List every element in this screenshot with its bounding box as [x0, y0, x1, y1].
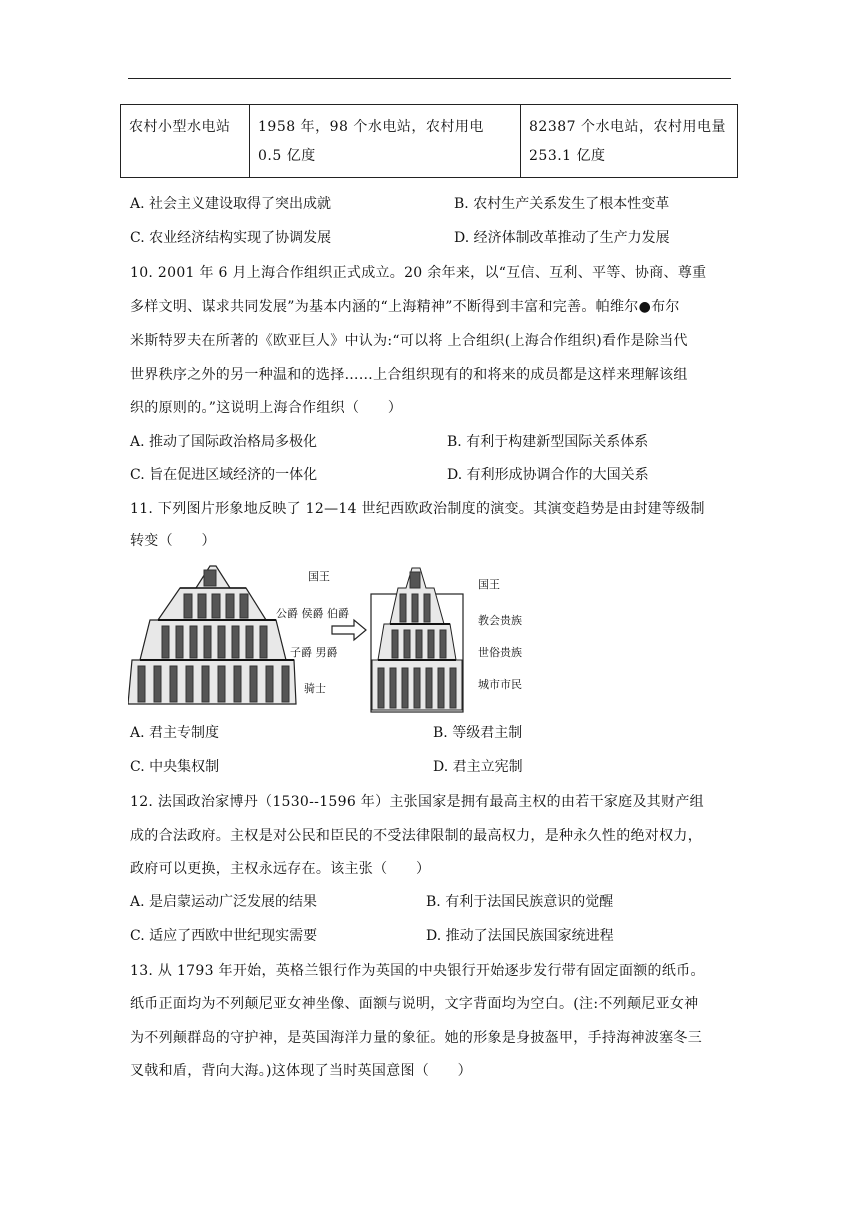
- data-table: [120, 104, 738, 178]
- right-pyramid-illustration: [371, 568, 463, 712]
- q13-stem-line4: 叉戟和盾，背向大海。)这体现了当时英国意图（ ）: [130, 1063, 472, 1079]
- q10-stem-line2: 多样文明、谋求共同发展”为基本内涵的“上海精神”不断得到丰富和完善。帕维尔●布尔: [130, 299, 680, 315]
- q12-option-b[interactable]: B. 有利于法国民族意识的觉醒: [426, 894, 614, 910]
- q9-option-b[interactable]: B. 农村生产关系发生了根本性变革: [454, 196, 670, 212]
- q13-stem-line2: 纸币正面均为不列颠尼亚女神坐像、面额与说明，文字背面均为空白。(注:不列颠尼亚女神: [130, 996, 699, 1012]
- q10-option-d[interactable]: D. 有利形成协调合作的大国关系: [447, 467, 649, 483]
- q12-stem-line3: 政府可以更换，主权永远存在。该主张（ ）: [130, 861, 431, 877]
- table-cell-later: 82387 个水电站，农村用电量 253.1 亿度: [521, 105, 738, 178]
- right-label-citizens: 城市市民: [478, 678, 522, 691]
- q11-option-b[interactable]: B. 等级君主制: [433, 725, 523, 741]
- q12-stem-line2: 成的合法政府。主权是对公民和臣民的不受法律限制的最高权力，是种永久性的绝对权力，: [130, 828, 702, 844]
- q11-option-a[interactable]: A. 君主专制度: [130, 725, 220, 741]
- q12-option-d[interactable]: D. 推动了法国民族国家统进程: [426, 928, 614, 944]
- q9-option-a[interactable]: A. 社会主义建设取得了突出成就: [130, 196, 332, 212]
- left-pyramid-illustration: [128, 566, 296, 704]
- q10-option-b[interactable]: B. 有利于构建新型国际关系体系: [447, 434, 649, 450]
- q10-option-a[interactable]: A. 推动了国际政治格局多极化: [130, 434, 318, 450]
- q11-option-c[interactable]: C. 中央集权制: [130, 759, 220, 775]
- right-label-king: 国王: [478, 578, 500, 591]
- header-rule: [128, 78, 731, 79]
- left-label-king: 国王: [308, 570, 330, 583]
- left-label-nobles-low: 子爵 男爵: [290, 646, 338, 659]
- q12-option-c[interactable]: C. 适应了西欧中世纪现实需要: [130, 928, 318, 944]
- q9-option-c[interactable]: C. 农业经济结构实现了协调发展: [130, 230, 332, 246]
- q11-stem-line2: 转变（ ）: [130, 533, 216, 549]
- table-cell-1958: 1958 年，98 个水电站，农村用电 0.5 亿度: [250, 105, 521, 178]
- q13-stem-line1: 13. 从 1793 年开始，英格兰银行作为英国的中央银行开始逐步发行带有固定面额的纸币。: [130, 963, 705, 979]
- q10-stem-line5: 织的原则的。”这说明上海合作组织（ ）: [130, 400, 403, 416]
- left-label-nobles-top: 公爵 侯爵 伯爵: [276, 607, 349, 620]
- q11-option-d[interactable]: D. 君主立宪制: [433, 759, 523, 775]
- q13-stem-line3: 为不列颠群岛的守护神，是英国海洋力量的象征。她的形象是身披盔甲，手持海神波塞冬三: [130, 1030, 702, 1046]
- transition-arrow-icon: [332, 620, 366, 640]
- q10-option-c[interactable]: C. 旨在促进区域经济的一体化: [130, 467, 318, 483]
- table-row: [121, 105, 738, 178]
- q10-stem-line4: 世界秩序之外的另一种温和的选择……上合组织现有的和将来的成员都是这样来理解该组: [130, 367, 688, 383]
- q10-stem-line3: 米斯特罗夫在所著的《欧亚巨人》中认为:“可以将 上合组织(上海合作组织)看作是除当代: [130, 333, 688, 349]
- q12-stem-line1: 12. 法国政治家博丹（1530--1596 年）主张国家是拥有最高主权的由若干家庭及其财产组: [130, 794, 704, 810]
- right-label-secular: 世俗贵族: [478, 646, 522, 659]
- q12-option-a[interactable]: A. 是启蒙运动广泛发展的结果: [130, 894, 318, 910]
- left-label-knight: 骑士: [304, 682, 326, 695]
- q9-option-d[interactable]: D. 经济体制改革推动了生产力发展: [454, 230, 670, 246]
- q10-stem-line1: 10. 2001 年 6 月上海合作组织正式成立。20 余年来，以“互信、互利、平等、协商、尊重: [130, 265, 707, 281]
- feudal-hierarchy-figure: [128, 560, 538, 718]
- right-label-church: 教会贵族: [478, 614, 522, 627]
- q11-stem-line1: 11. 下列图片形象地反映了 12—14 世纪西欧政治制度的演变。其演变趋势是由封建等级制: [130, 501, 705, 517]
- table-cell-item: 农村小型水电站: [121, 105, 250, 178]
